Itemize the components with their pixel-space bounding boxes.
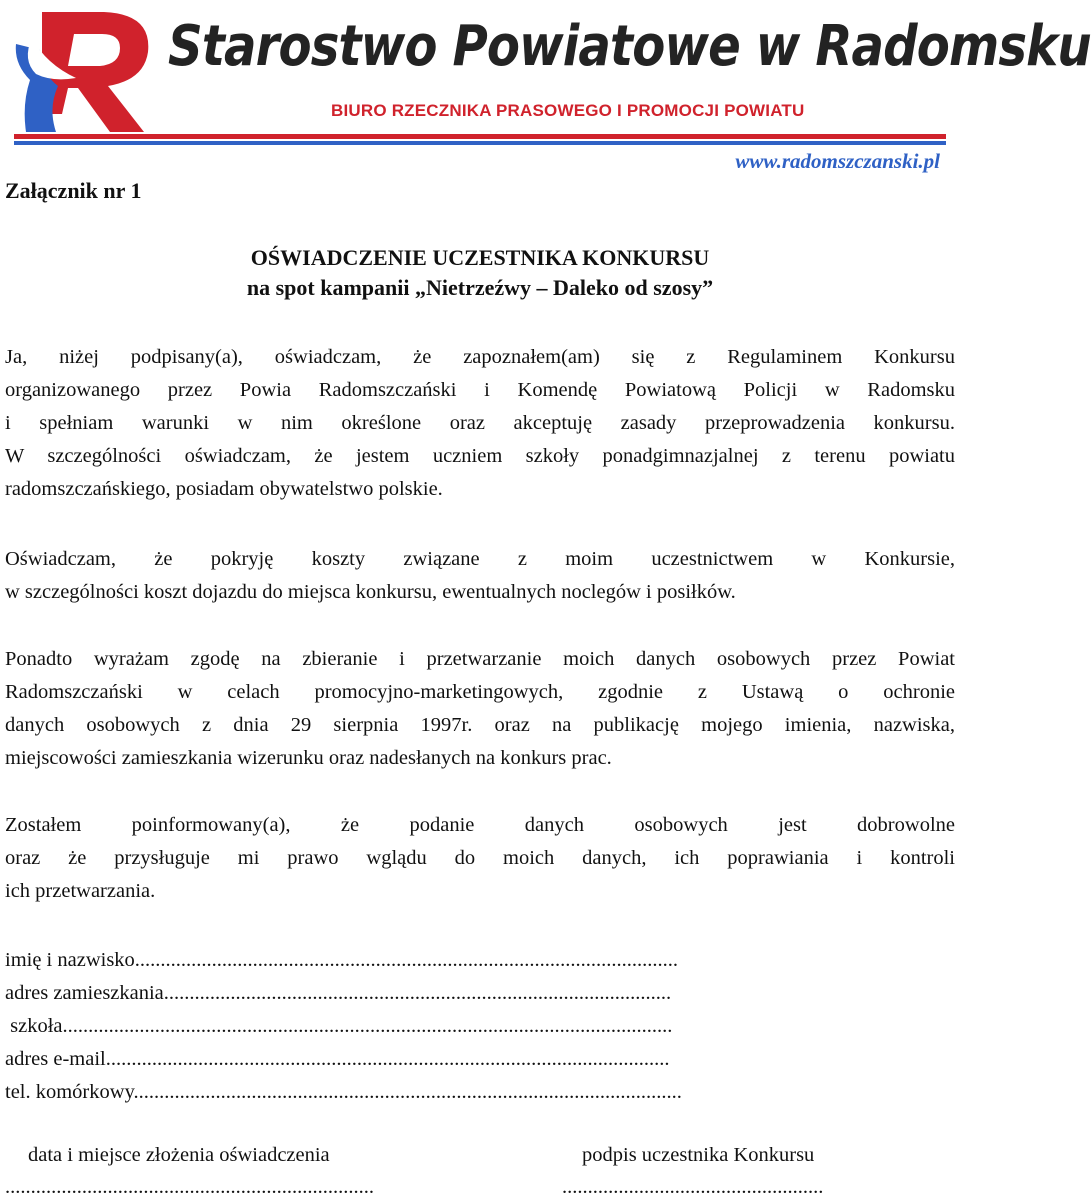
signature-label: podpis uczestnika Konkursu [582,1144,815,1166]
header-blue-stripe [14,141,946,145]
paragraph-line: W szczególności oświadczam, że jestem uczniem szkoły ponadgimnazjalnej z terenu powiatu [5,445,955,467]
paragraph-line: ich przetwarzania. [5,880,156,902]
brand-website-link[interactable]: www.radomszczanski.pl [735,149,940,173]
paragraph-line: organizowanego przez Powia Radomszczański i Komendę Powiatową Policji w Radomsku [5,379,955,401]
name-field[interactable]: imię i nazwisko.......................................................................................................... [5,949,679,971]
brand-subtitle: BIURO RZECZNIKA PRASOWEGO I PROMOCJI POWIATU [331,101,805,120]
letterhead [0,0,1091,180]
paragraph-line: i spełniam warunki w nim określone oraz akceptuję zasady przeprowadzenia konkursu. [5,412,955,434]
paragraph-line: radomszczańskiego, posiadam obywatelstwo polskie. [5,478,443,500]
paragraph-line: Ponadto wyrażam zgodę na zbieranie i przetwarzanie moich danych osobowych przez Powiat [5,648,955,670]
date-place-line[interactable]: ........................................................................ [5,1176,374,1198]
title-line-2: na spot kampanii „Nietrzeźwy – Daleko od szosy” [246,275,714,300]
email-field[interactable]: adres e-mail.............................................................................................................. [5,1048,670,1070]
paragraph-line: Ja, niżej podpisany(a), oświadczam, że zapoznałem(am) się z Regulaminem Konkursu [5,346,955,368]
title-line-1: OŚWIADCZENIE UCZESTNIKA KONKURSU [250,245,710,270]
paragraph-line: oraz że przysługuje mi prawo wglądu do moich danych, ich poprawiania i kontroli [5,847,955,869]
document-title [0,243,960,303]
paragraph-line: Radomszczański w celach promocyjno-marketingowych, zgodnie z Ustawą o ochronie [5,681,955,703]
paragraph-costs [5,543,955,609]
signature-line[interactable]: ................................................... [562,1176,824,1198]
school-field[interactable]: szkoła....................................................................................................................... [5,1015,673,1037]
brand-title: Starostwo Powiatowe w Radomsku [168,14,1091,79]
paragraph-consent [5,643,955,775]
date-place-label: data i miejsce złożenia oświadczenia [28,1144,330,1166]
phone-field[interactable]: tel. komórkowy........................................................................................................... [5,1081,682,1103]
paragraph-line: danych osobowych z dnia 29 sierpnia 1997r. oraz na publikację mojego imienia, nazwiska, [5,714,955,736]
paragraph-line: Zostałem poinformowany(a), że podanie danych osobowych jest dobrowolne [5,814,955,836]
participant-fields [5,944,945,1109]
paragraph-line: w szczególności koszt dojazdu do miejsca konkursu, ewentualnych noclegów i posiłków. [5,581,736,603]
address-field[interactable]: adres zamieszkania................................................................................................... [5,982,672,1004]
attachment-label: Załącznik nr 1 [5,178,142,203]
paragraph-acceptance [5,341,955,506]
header-red-stripe [14,134,946,139]
paragraph-information [5,809,955,908]
paragraph-line: miejscowości zamieszkania wizerunku oraz nadesłanych na konkurs prac. [5,747,612,769]
powiat-logo-icon [12,4,160,134]
paragraph-line: Oświadczam, że pokryję koszty związane z moim uczestnictwem w Konkursie, [5,548,955,570]
